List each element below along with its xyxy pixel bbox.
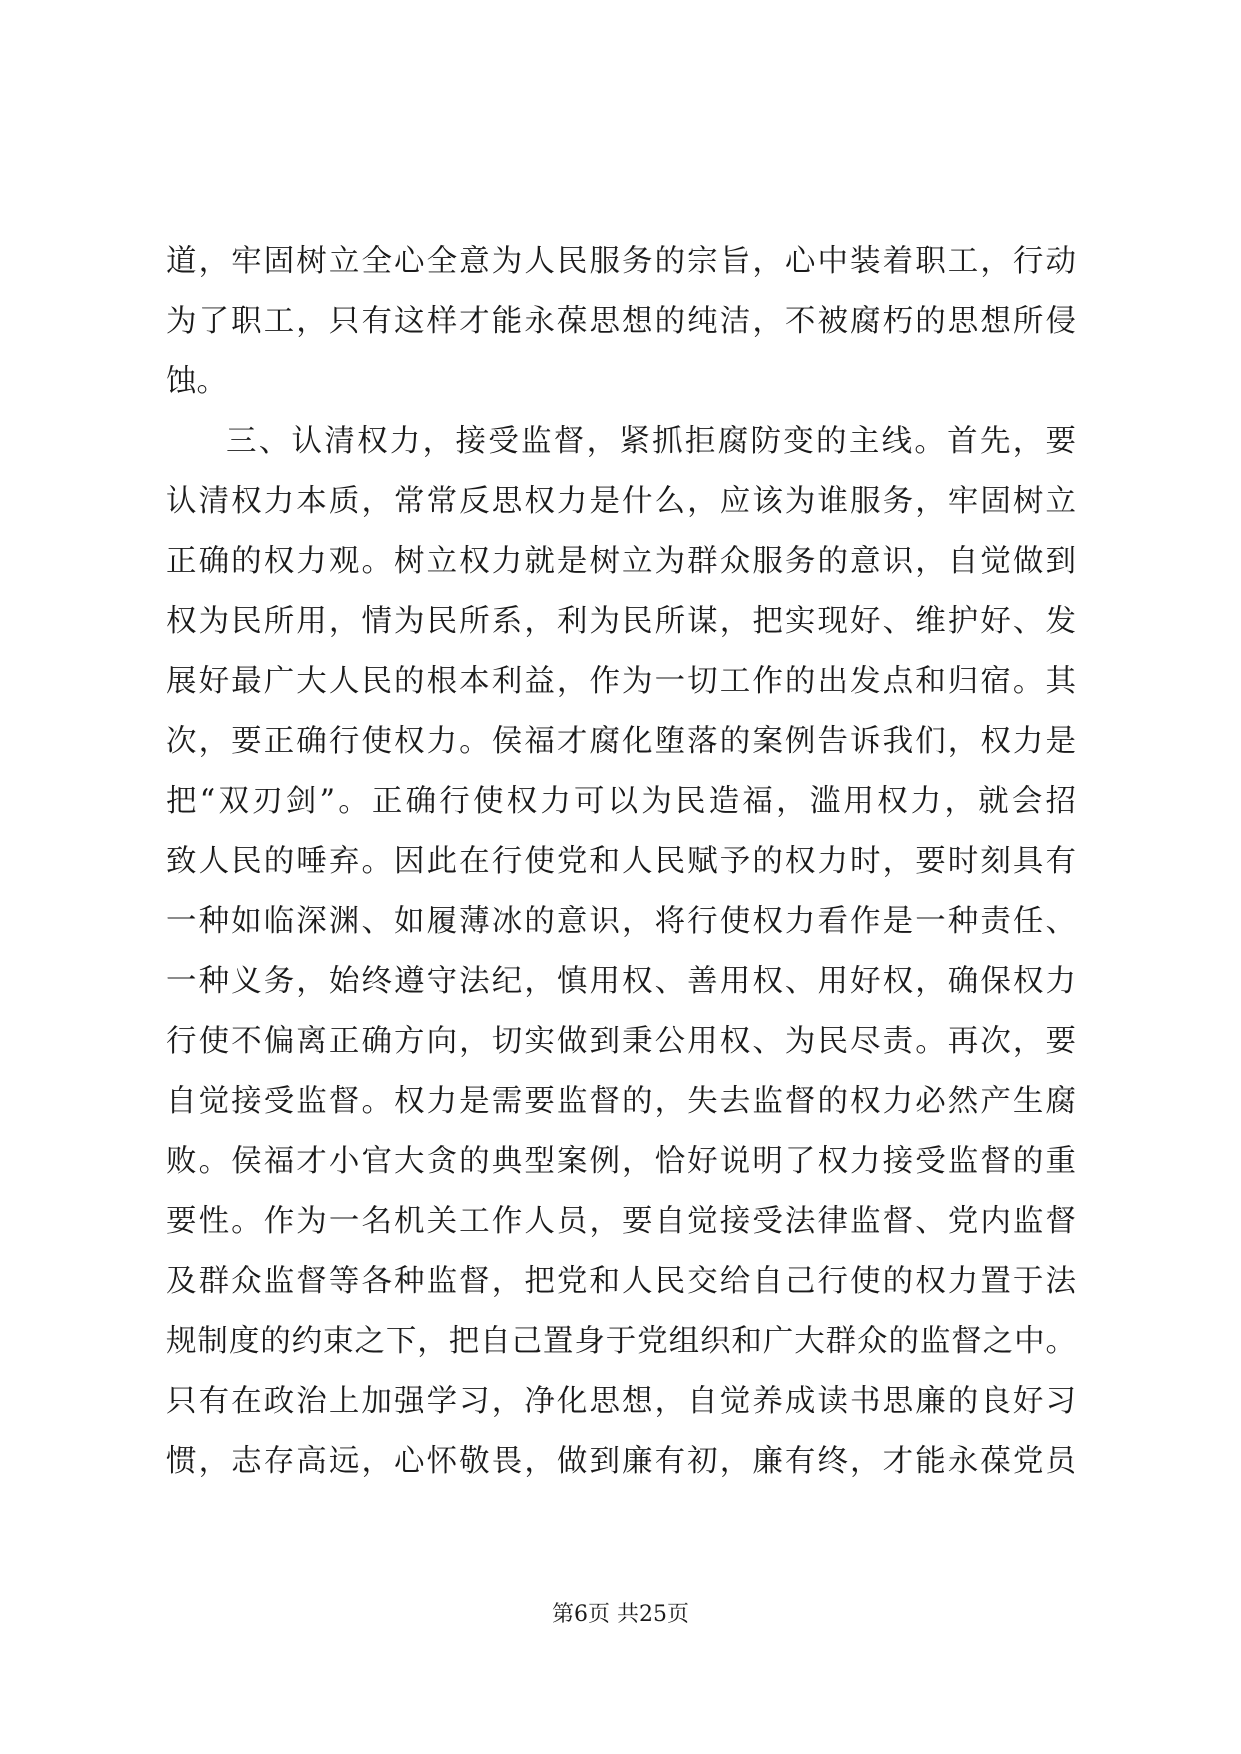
text-line: 展好最广大人民的根本利益，作为一切工作的出发点和归宿。其 [166,664,1076,699]
text-line: 行使不偏离正确方向，切实做到秉公用权、为民尽责。再次，要 [166,1024,1076,1059]
text-line: 惯，志存高远，心怀敬畏，做到廉有初，廉有终，才能永葆党员 [166,1444,1076,1479]
text-line: 次，要正确行使权力。侯福才腐化堕落的案例告诉我们，权力是 [166,724,1076,759]
text-line: 正确的权力观。树立权力就是树立为群众服务的意识，自觉做到 [166,544,1076,579]
text-line: 认清权力本质，常常反思权力是什么，应该为谁服务，牢固树立 [166,484,1076,519]
text-line: 三、认清权力，接受监督，紧抓拒腐防变的主线。首先，要 [226,424,1076,459]
text-line: 权为民所用，情为民所系，利为民所谋，把实现好、维护好、发 [166,604,1076,639]
text-line: 败。侯福才小官大贪的典型案例，恰好说明了权力接受监督的重 [166,1144,1076,1179]
text-line: 只有在政治上加强学习，净化思想，自觉养成读书思廉的良好习 [166,1384,1076,1419]
text-line: 一种义务，始终遵守法纪，慎用权、善用权、用好权，确保权力 [166,964,1076,999]
text-line: 为了职工，只有这样才能永葆思想的纯洁，不被腐朽的思想所侵 [166,304,1076,339]
text-line: 要性。作为一名机关工作人员，要自觉接受法律监督、党内监督 [166,1204,1076,1239]
text-line: 道，牢固树立全心全意为人民服务的宗旨，心中装着职工，行动 [166,244,1076,279]
text-line: 致人民的唾弃。因此在行使党和人民赋予的权力时，要时刻具有 [166,844,1076,879]
text-line: 蚀。 [166,364,227,399]
text-line: 规制度的约束之下，把自己置身于党组织和广大群众的监督之中。 [166,1324,1076,1359]
text-line: 一种如临深渊、如履薄冰的意识，将行使权力看作是一种责任、 [166,904,1076,939]
text-line: 把“双刃剑”。正确行使权力可以为民造福，滥用权力，就会招 [166,784,1076,819]
text-line: 及群众监督等各种监督，把党和人民交给自己行使的权力置于法 [166,1264,1076,1299]
page-number-footer: 第6页 共25页 [552,1602,689,1627]
text-line: 自觉接受监督。权力是需要监督的，失去监督的权力必然产生腐 [166,1084,1076,1119]
